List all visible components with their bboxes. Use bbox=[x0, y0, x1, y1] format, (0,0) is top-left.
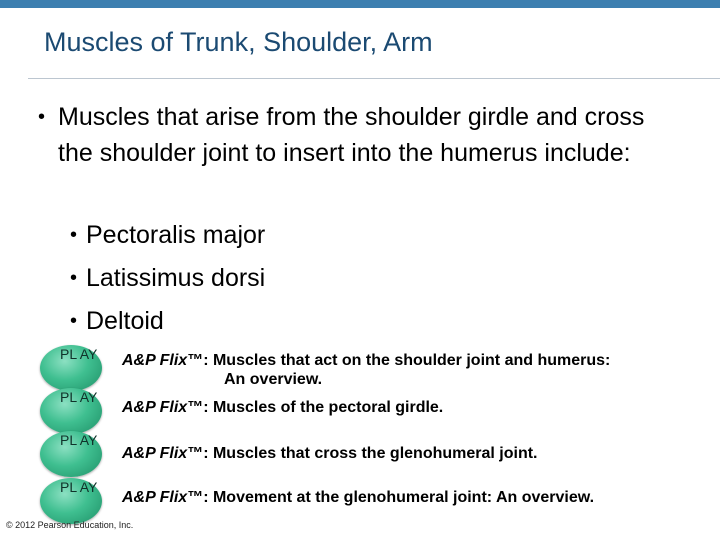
bullet-symbol: • bbox=[38, 106, 46, 128]
list-item-label: Pectoralis major bbox=[86, 221, 266, 249]
flix-link-text: : Movement at the glenohumeral joint: An overview. bbox=[203, 489, 595, 506]
flix-link-2[interactable] bbox=[122, 398, 443, 417]
flix-brand: A&P Flix bbox=[122, 352, 188, 369]
flix-link-text: : Muscles of the pectoral girdle. bbox=[203, 399, 444, 416]
main-bullet-text: Muscles that arise from the shoulder girdle and cross the shoulder joint to insert into the humerus include: bbox=[58, 103, 645, 167]
flix-link-text: : Muscles that act on the shoulder joint and humerus: bbox=[203, 352, 611, 369]
play-button-4[interactable] bbox=[40, 478, 102, 524]
bullet-symbol: • bbox=[70, 224, 78, 246]
flix-link-1[interactable] bbox=[122, 351, 610, 389]
list-item bbox=[70, 214, 265, 257]
list-item-label: Deltoid bbox=[86, 307, 164, 335]
bullet-symbol: • bbox=[70, 310, 78, 332]
flix-link-3[interactable] bbox=[122, 444, 537, 463]
trademark-symbol: ™ bbox=[187, 399, 204, 416]
main-bullet bbox=[38, 99, 678, 171]
flix-link-text: : Muscles that cross the glenohumeral joint. bbox=[203, 445, 538, 462]
list-item bbox=[70, 300, 265, 343]
flix-brand: A&P Flix bbox=[122, 489, 188, 506]
play-button-1[interactable] bbox=[40, 345, 102, 391]
top-accent-bar bbox=[0, 0, 720, 8]
play-button-2[interactable] bbox=[40, 388, 102, 434]
title-divider bbox=[28, 78, 720, 79]
list-item bbox=[70, 257, 265, 300]
flix-brand: A&P Flix bbox=[122, 445, 188, 462]
list-item-label: Latissimus dorsi bbox=[86, 264, 266, 292]
play-button-label: PL AY bbox=[60, 389, 98, 405]
trademark-symbol: ™ bbox=[187, 445, 204, 462]
slide-title: Muscles of Trunk, Shoulder, Arm bbox=[44, 27, 433, 57]
trademark-symbol: ™ bbox=[187, 352, 204, 369]
flix-brand: A&P Flix bbox=[122, 399, 188, 416]
flix-link-4[interactable] bbox=[122, 488, 594, 507]
play-button-3[interactable] bbox=[40, 431, 102, 477]
play-button-label: PL AY bbox=[60, 346, 98, 362]
play-button-label: PL AY bbox=[60, 432, 98, 448]
muscle-list bbox=[70, 214, 265, 343]
flix-link-text-continued: An overview. bbox=[224, 371, 323, 388]
bullet-symbol: • bbox=[70, 267, 78, 289]
trademark-symbol: ™ bbox=[187, 489, 204, 506]
copyright-notice: © 2012 Pearson Education, Inc. bbox=[6, 520, 134, 530]
play-button-label: PL AY bbox=[60, 479, 98, 495]
